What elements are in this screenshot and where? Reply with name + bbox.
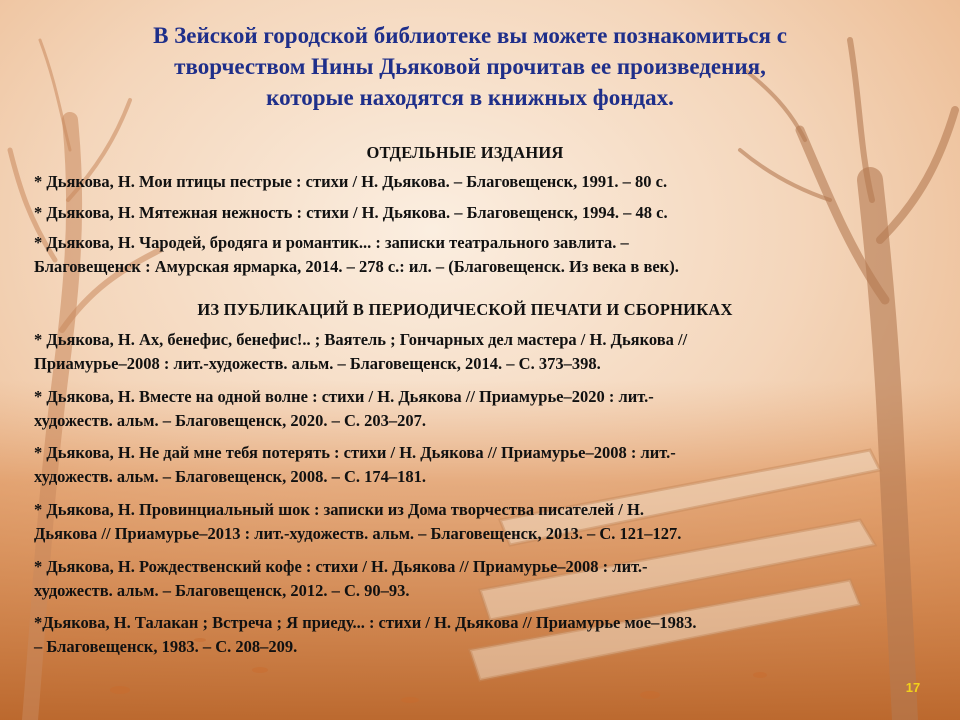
bibliography-entry: * Дьякова, Н. Провинциальный шок : записки из Дома творчества писателей / Н. Дьякова // Приамурье–2013 : лит.-художеств. альм. – Благовещенск, 2013. – С. 121–127. — [34, 500, 682, 543]
bibliography-entry: * Дьякова, Н. Мои птицы пестрые : стихи / Н. Дьякова. – Благовещенск, 1991. – 80 с. — [34, 172, 668, 191]
bibliography-entry: * Дьякова, Н. Не дай мне тебя потерять : стихи / Н. Дьякова // Приамурье–2008 : лит.- художеств. альм. – Благовещенск, 2008. – С. 174–181. — [34, 443, 676, 486]
section-heading-separate-editions: ОТДЕЛЬНЫЕ ИЗДАНИЯ — [366, 143, 564, 162]
page-number: 17 — [905, 680, 921, 695]
title-line: В Зейской городской библиотеке вы можете познакомиться с — [153, 23, 787, 48]
title-line: творчеством Нины Дьяковой прочитав ее произведения, — [174, 54, 766, 79]
bibliography-entry: * Дьякова, Н. Рождественский кофе : стихи / Н. Дьякова // Приамурье–2008 : лит.- художеств. альм. – Благовещенск, 2012. – С. 90–93. — [34, 557, 648, 600]
bibliography-entry: *Дьякова, Н. Талакан ; Встреча ; Я приеду... : стихи / Н. Дьякова // Приамурье мое–1983. – Благовещенск, 1983. – С. 208–209. — [34, 613, 697, 656]
bibliography-entry: * Дьякова, Н. Мятежная нежность : стихи / Н. Дьякова. – Благовещенск, 1994. – 48 с. — [34, 203, 668, 222]
slide-title — [60, 20, 880, 113]
bibliography-entry: * Дьякова, Н. Чародей, бродяга и романтик... : записки театрального завлита. – Благовещенск : Амурская ярмарка, 2014. – 278 с.: ил. – (Благовещенск. Из века в век). — [34, 233, 679, 276]
title-line: которые находятся в книжных фондах. — [266, 85, 674, 110]
section-heading-periodicals: ИЗ ПУБЛИКАЦИЙ В ПЕРИОДИЧЕСКОЙ ПЕЧАТИ И СБОРНИКАХ — [197, 300, 733, 319]
bibliography-entry: * Дьякова, Н. Ах, бенефис, бенефис!.. ; Ваятель ; Гончарных дел мастера / Н. Дьякова // Приамурье–2008 : лит.-художеств. альм. – Благовещенск, 2014. – С. 373–398. — [34, 330, 688, 373]
bibliography-entry: * Дьякова, Н. Вместе на одной волне : стихи / Н. Дьякова // Приамурье–2020 : лит.- художеств. альм. – Благовещенск, 2020. – С. 203–207. — [34, 387, 654, 430]
